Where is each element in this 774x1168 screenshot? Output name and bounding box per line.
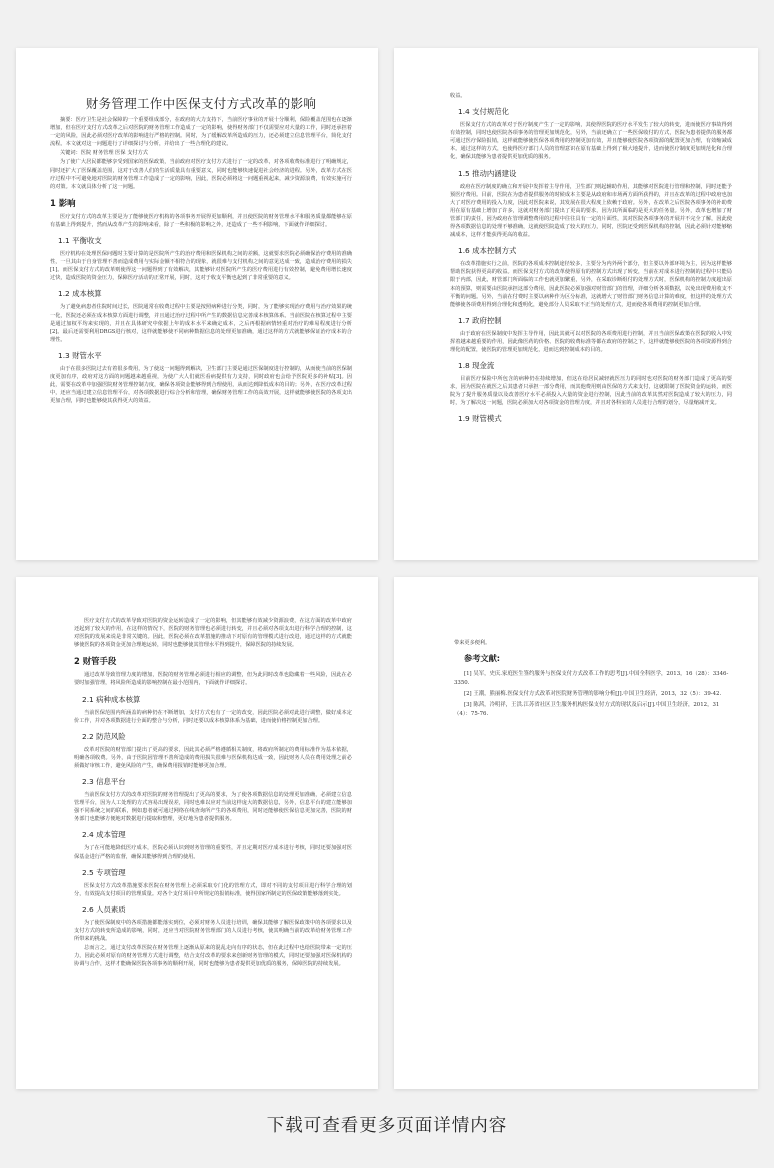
subheading-1-7: 1.7 政府控制 — [458, 315, 502, 325]
paragraph-1-1: 医疗机构在处理医保问题时主要计算的是医院所产生的治疗费用和医保机构之间的差额，这就要求医院必须确保治疗费用的准确性，一旦其由于自身管理不善而造成费用与实际金额不相符合的现象，就很难与支付机构之间的意见达成一致，造成治疗费用的损失[1]。而医保支付方式的改革则使得这一问题得到了有效解决，其能够针对医院所产生的医疗费用进行有效控制，避免费用增长速度过快，造成医院的资金压力，保障医疗活动的正常开展，同时，这对于收支平衡也起到了非常重要的意义。 — [50, 251, 352, 282]
section-1-intro: 医疗支付方式的改革主要是为了能够使医疗机构的各项事务开展得更加顺利，并且使医院的财务管理水平和服务质量都能够在原有基础上得到提升，然而从改革产生的影响来看，除了一些积极的影响之外，还造成了一些不利影响，下面就作详细探讨。 — [50, 213, 352, 228]
document-title: 财务管理工作中医保支付方式改革的影响 — [85, 96, 317, 111]
subheading-1-5: 1.5 推动内涵建设 — [458, 168, 517, 178]
paragraph-1-8: 目前医疗保险中所包含的病种仍在持续增加，但这在给居民减轻就医压力的同时也对医院的财务部门造成了更高的要求，因为医院在就医之后其患者只承担一部分费用，而其他费用则由医保的方式来支付，这就限制了医院资金的运转，而医院为了提升服务质量以及改善医疗水平必须投入大量的资金进行控制，因此当前的改革其然对医院造成了较大的压力，同时，为了解决这一问题，医院必须加大对各项资金的管理力度，并且对各科室的人员进行合理的划分，尽量缩减开支。 — [450, 376, 732, 407]
intro-paragraph: 为了使广大居民都能够享受到国家的医保政策，当前政府对医疗支付方式进行了一定的改革，对各项收费标准进行了明确规定，同时还扩大了医保覆盖范围，这对于改善人们的生活质量具有重要意义，同时也能够快速促进社会经济的进程。另外，改革方式在医疗过程中不可避免地对医院的财务管理工作造成了一定的影响，因此，医院必须将这一问题重视起来，减少资源浪费，有效实施可行的对策。本文就具体分析了这一问题。 — [50, 159, 352, 190]
subheading-2-3: 2.3 信息平台 — [82, 777, 126, 787]
paragraph-2-6a: 为了使医保制度中的各项措施都能落实到位，必须对财务人员进行培训，确保其能够了解医保政策中的各项要求以及支付方式的转变所造成的影响，同时，还应当对医院财务管理部门的人员进行考核，使其明确当前的改革给财务管理工作所带来的挑战。 — [74, 919, 352, 942]
subheading-2-1: 2.1 病种成本核算 — [82, 694, 141, 704]
subheading-2-6: 2.6 人员素质 — [82, 904, 126, 914]
subheading-1-4: 1.4 支付规范化 — [458, 107, 510, 117]
subheading-1-3: 1.3 财管水平 — [58, 350, 102, 360]
document-page-3 — [16, 577, 378, 1089]
continued-line: 带来更多便利。 — [454, 640, 491, 646]
download-caption: 下载可查看更多页面详情内容 — [266, 1116, 508, 1136]
subheading-1-1: 1.1 平衡收支 — [58, 236, 102, 246]
continued-line: 收益。 — [450, 93, 466, 99]
abstract: 摘要：医疗卫生是社会保障的一个重要组成部分，在政府的大力支持下，当前医疗事业的开展十分顺利，保险覆盖范围也在逐渐增加，但在医疗支付方式改革之后对医院的财务管理工作造成了一定的影响，使得财务部门不仅需要应对大量的工作，同时还承担着一定的风险，因此必须对医疗改革的影响进行严格的控制。同时，为了缓解改革所造成的压力，还必须建立信息管理平台，简化支付流程。本文就对这一问题进行了详细探讨与分析，并给出了一些合理化的建议。 — [50, 117, 352, 148]
reference-item: [2] 王潮，熊丽梅.医保支付方式改革对医院财务管理的影响分析[J].中国卫生经济，2013，32（5）：39-42. — [464, 691, 722, 698]
subheading-2-4: 2.4 成本管理 — [82, 830, 126, 840]
paragraph-1-2: 为了避免病患者住院时间过长，医院通常在收费过程中主要是按照病种进行分类，同时，为了能够实现治疗费用与治疗效果的统一化，医院还必须在成本核算方面进行调整，并且通过治疗过程中所产生的数据信息完善成本核算体系。当前医院在核算过程中主要是通过加权平均来实现的，并且在具体研究中依据上年的成本水平来确定成本，之后再根据病情轻重对治疗的难易程度进行分析[2]。最后还需要利用DRGS进行核对，这样就能够使不同病种数据信息的处理更加准确，通过这样的方式就能够保证治疗成本的合理性。 — [50, 304, 352, 343]
document-page-2 — [394, 48, 758, 560]
document-page-4 — [394, 577, 758, 1089]
subheading-1-2: 1.2 成本核算 — [58, 289, 102, 299]
references-title: 参考文献: — [464, 653, 501, 664]
subheading-1-6: 1.6 成本控制方式 — [458, 246, 517, 256]
continued-paragraph: 医疗支付方式的改革导致对医院的资金运转造成了一定的影响，但其能够有效减少资源浪费，在这方面的改革中政府还起到了较大的作用，在这样的情况下，医院的财务管理也必须进行转变，并且必须对各项支出进行科学合理的控制，这对医院的发展来说是非常关键的。因此，医院必须在改革措施的推动下对原有的管理模式进行改进，通过这样的方式就能够使医院的各项资金更加合理地运转，同时也能够使其管理水平得到提升，保障医院的持续发展。 — [74, 618, 352, 649]
paragraph-2-4: 为了在可能地降低医疗成本，医院必须认识到财务管理的重要性，并且定期对医疗成本进行考核，同时还要加强对医保基金进行严格的监督，确保其能够得到合理的使用。 — [74, 845, 352, 860]
paragraph-2-2: 改革对医院的财管部门提出了更高的要求，因此其必须严格遵循相关制度，将政府所制定的费用标准作为基本依据，明确各项收费。另外，由于医院因管理不善所造成的费用损失很难与医保机构达成一致，因此财务人员在费用处理之前必须做好审核工作，避免风险的产生，确保费用报销时能够更加合理。 — [74, 746, 352, 769]
paragraph-2-5: 医保支付方式改革措施要求医院在财务管理上必须采取专门化的管理方式，即对不同的支付项目进行科学合理的划分，有效提高支付项目的管理质量。对各个支付项目中所规定的报销标准，使得国家所制定的医保政策能够落到实处。 — [74, 882, 352, 897]
keywords: 关键词：医院 财务管理 医保 支付方式 — [60, 150, 148, 157]
subheading-2-2: 2.2 防范风险 — [82, 731, 126, 741]
section-heading-1: 1 影响 — [50, 197, 76, 208]
reference-item: [3] 陈茜，冷明祥，王洪.江苏省社区卫生服务机构医保支付方式的现状及启示[J].中国卫生经济，2012，31（4）：75-76. — [454, 702, 720, 718]
subheading-1-8: 1.8 现金流 — [458, 361, 495, 371]
reference-item: [1] 吴军，史庆.家庭医生签约服务与医保支付方式改革工作的思考[J].中国全科医学，2013，16（28）：3346-3350. — [454, 671, 729, 687]
subheading-1-9: 1.9 财管模式 — [458, 414, 502, 424]
section-2-intro: 通过改革导致管理力度的增加，医院的财务管理必须进行相应的调整，但为此同时改革也隐藏着一些风险，因此在必要时加强管理，将风险所造成的影响控制在最小范围内，下面就作详细探讨。 — [74, 672, 352, 687]
section-heading-2: 2 财管手段 — [74, 656, 117, 667]
paragraph-2-3: 当前医保支付方式的改革对医院的财务管理提出了更高的要求，为了使各项数据信息的处理更加准确，必须建立信息管理平台，因为人工处理的方式容易出现误差，同时也难以应对当前这样庞大的数据信息，另外，信息平台的建立能够加强不同系统之间的联系，例如患者就可通过网络在线查询所产生的各项费用，同时还能够使医保信息更加完善，医院的财务部门也能够方便地对数据进行提取和整理，更好地为患者提供服务。 — [74, 792, 352, 823]
paragraph-1-7: 由于政府在医保制度中发挥主导作用，因此其就可以对医院的各项费用进行控制，并且当前医保政策在医院的收入中发挥着越来越重要的作用，因此像医药的价格、医院的收费标准等都在政府的控制之下，这样就能够使医院的各项资源得到合理化的配置，使医院的管理更加规范化，进而达到控制成本的目的。 — [450, 330, 732, 353]
paragraph-2-1: 当前医保范围内所涵盖的病种仍在不断增加，支付方式也有了一定的改变，因此医院必须对此进行调整，做好成本定价工作，并对各项数据进行全面的整合与分析，同时还要以成本核算体系为基础，进而使价格控制更加合理。 — [74, 709, 352, 724]
paragraph-1-3: 由于在很多医院过去有着很多费用，为了使这一问题得到解决，卫生部门主要是通过医保制度进行控制的，从而使当前的医保制度更加有序，政府对这方面的问题越来越重视，为使广大人们就医看病提供有力支持，同时政府也会给予医院更多的补贴[3]。因此，需要在改革中加强医院财务管理控制力度，确保各项资金能够得到合理使用，从而达到降低成本的目的；另外，在医疗改革过程中，还应当通过建立信息管理平台，对各项数据进行综合分析和管理，确保财务管理工作的高效开展，这样就能够使医院的各项支出更加合理，同时也能够使其获得更大的效益。 — [50, 365, 352, 405]
subheading-2-5: 2.5 专项管理 — [82, 867, 126, 877]
paragraph-1-5: 政府在医疗制度的确立和开展中发挥着主导作用，卫生部门则起辅助作用，其能够对医院进行管理和控制，同时还能予预医疗费用。目前，医院在为患者提供服务的时候成本主要是从政府和市场两方面所获得的，并且在改革的过程中政府也加大了对医疗费用的投入力度，因此对医院来说，其发展在很大程度上依赖于政府。另外，在改革之后医院各项事务的补助费用在原有基础上增加了许多，这就对财务部门提出了更高的要求，因为其所面临的是更大的任务量。另外，改革也增加了财管部门的责任，因为政府在管理调整费用的过程中往往具有一定的片面性，其对医院各项事务的开展并不完全了解，因此使得各项数据信息的处理不够准确，这就使医院造成了较大的压力，同时，医院还受到医保机构的控制，因此必须针对能够缩减成本，这样才能获得更高的收益。 — [450, 183, 732, 239]
paragraph-1-4: 医保支付方式的改革对于医疗制度产生了一定的影响，其使得医院的医疗水平发生了较大的转变，进而使医疗事故得到有效控制，同时也使医院各项事务的管理更加规范化，另外，当前还确立了一些医保收付的方式，医院为患者提供的服务都可通过医疗保险报销，这样就能够使医保各项费用的控制更加有效，并且能够使医院各项资源的配置更加合理，有效缩减成本。通过这样的方式，也使得医疗部门人员的管理意识在原有基础上得到了极大地提升，进而使医疗制度更加规范化和合理化，确保其能够为患者提供更加优质的服务。 — [450, 122, 732, 161]
paragraph-1-6: 在改革措施实行之前，医院的各项成本控制途径较多，主要分为内外两个部分，但主要以外部环境为主，因为这样能够帮助医院获得更高的收益。而医保支付方式的改革使得原有的控制方式出现了转变，当前在对成本进行控制的过程中只能局限于内部，因此，财管部门所面临的工作也就更加繁重，另外，在采取诊断组付的处理方式时，医保机构的控制力度超出原本的预算，则需要由医院承担这部分费用，因此医院必须加强对财管部门的管理，详细分析各项数据，以免出现费用收支不平衡的问题。另外，当前在付费时主要以病种作为区分标准，这就增大了财管部门财务信息计算的难度，但这样的处理方式能够使各项费用得到合理化和透明化，避免部分人员采取不正当的处理方式，进而使各项费用的控制更加合理。 — [450, 261, 732, 308]
document-page-1 — [16, 48, 378, 560]
paragraph-2-6b: 总而言之，通过支付改革医院在财务管理上逐渐从原来的混乱走向有序的状态，但在此过程中也给医院带来一定的压力，因此必须对原有的财务管理方式进行调整，结合支付改革的要求来创新财务管理的模式，同时还要加强对医保机构的协调与合作，这样才能确保医院各项事务的顺利开展，同时也能够为患者提供更加优质的服务，保障医院的持续发展。 — [74, 945, 352, 968]
